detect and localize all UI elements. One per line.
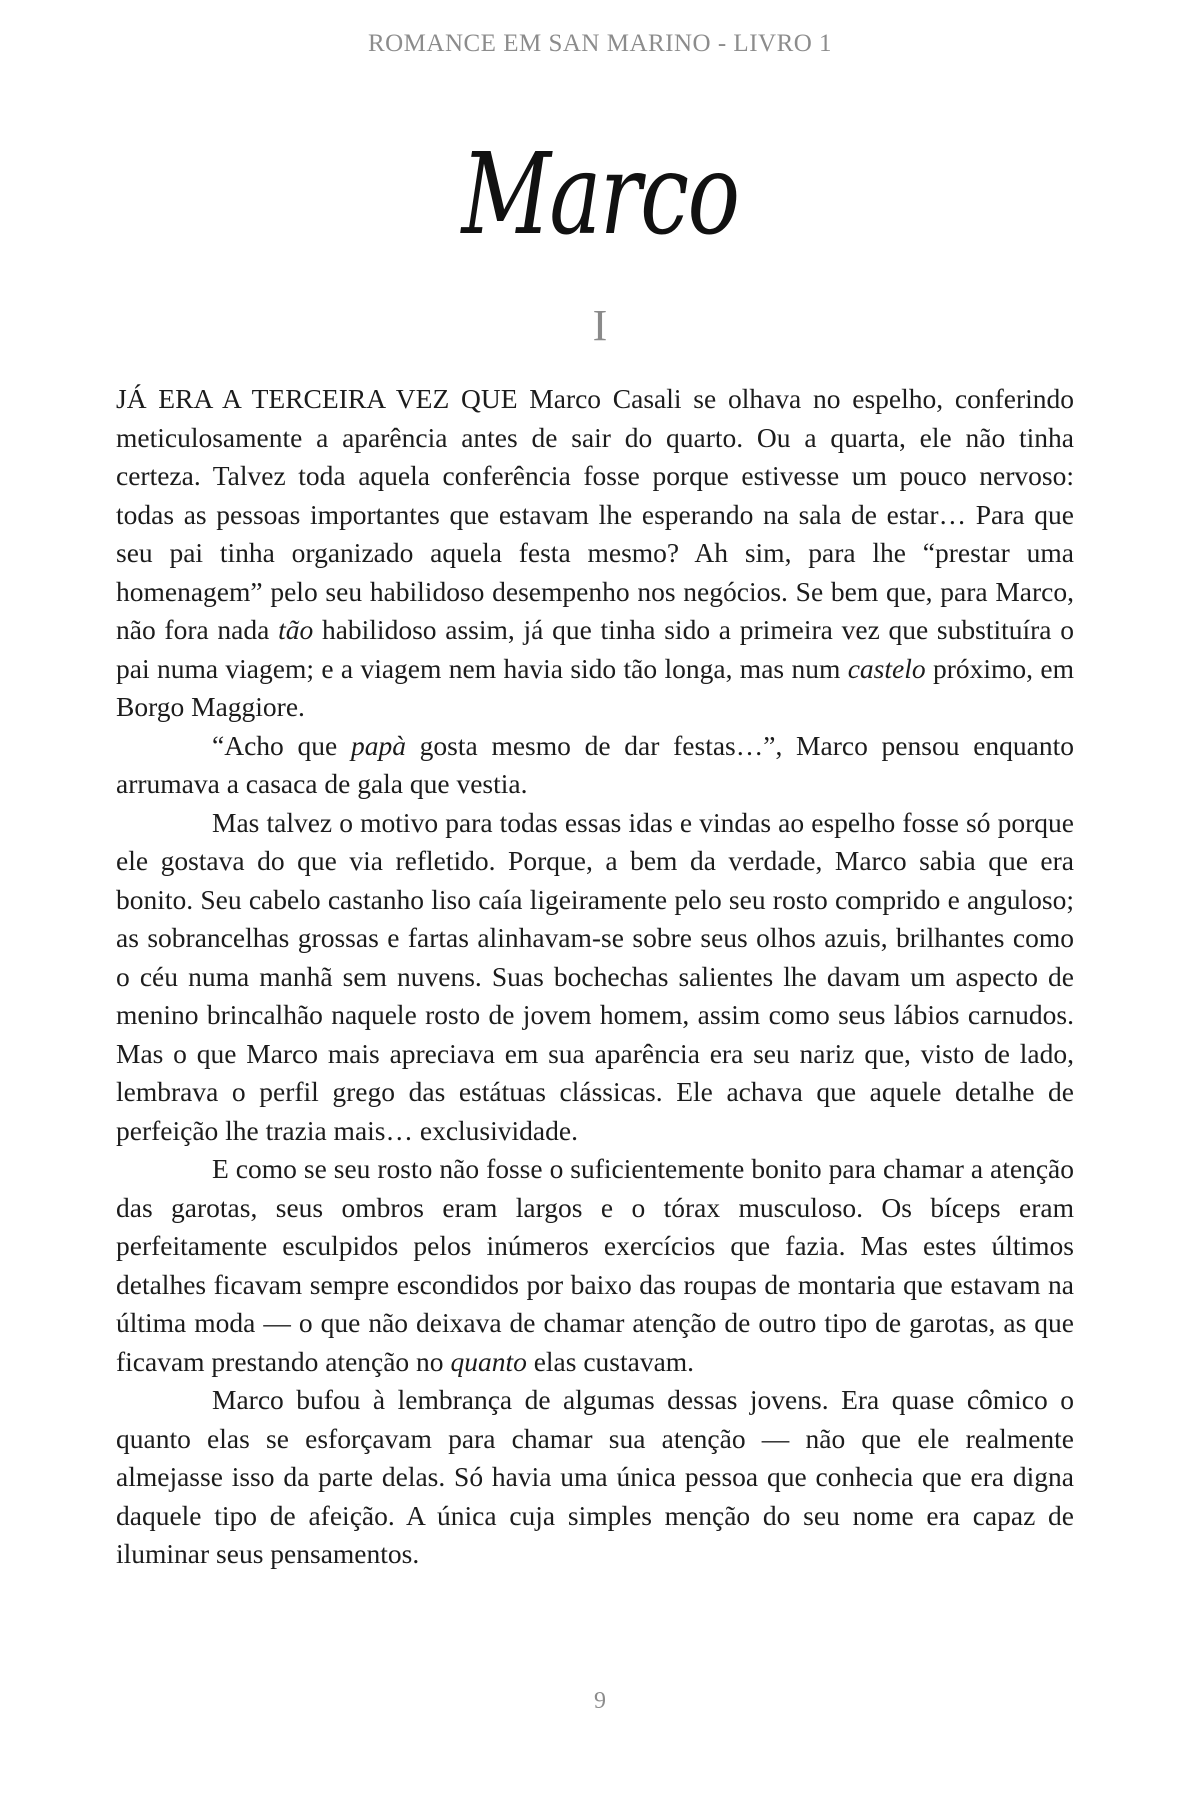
running-header: ROMANCE EM SAN MARINO - LIVRO 1 — [367, 30, 833, 57]
paragraph-2 — [116, 727, 1074, 804]
paragraph-lead: JÁ ERA A TERCEIRA VEZ QUE — [116, 383, 518, 414]
emphasis: castelo — [847, 652, 926, 684]
paragraph-3 — [116, 804, 1074, 1151]
paragraph-text: Marco Casali se olhava no espelho, conferindo meticulosamente a aparência antes de sair do quarto. Ou a quarta, ele não tinha certeza. Talvez toda aquela conferência fosse porque estivesse um pouco nervoso: todas as pessoas importantes que estavam lhe esperando na sala de estar… Para que seu pai tinha organizado aquela festa mesmo? Ah sim, para lhe “prestar uma homenagem” pelo seu habilidoso desempenho nos negócios. Se bem que, para Marco, não fora nada — [116, 383, 1074, 645]
paragraph-text: “Acho que — [212, 729, 351, 761]
chapter-title: Marco — [461, 130, 739, 260]
emphasis: quanto — [450, 1345, 527, 1377]
emphasis: tão — [278, 614, 314, 645]
page-number: 9 — [594, 1688, 606, 1714]
paragraph-text: habilidoso assim, já que tinha sido a primeira vez que substituíra o pai numa viagem; e a viagem nem havia sido tão longa, mas num — [116, 614, 1074, 684]
paragraph-text: E como se seu rosto não fosse o suficientemente bonito para chamar a atenção das garotas, seus ombros eram largos e o tórax musculoso. Os bíceps eram perfeitamente esculpidos pelos inúmeros exercícios que fazia. Mas estes últimos detalhes ficavam sempre escondidos por baixo das roupas de montaria que estavam na última moda — o que não deixava de chamar atenção de outro tipo de garotas, as que ficavam prestando atenção no — [116, 1153, 1074, 1377]
paragraph-4 — [116, 1150, 1074, 1381]
chapter-number: I — [592, 301, 608, 350]
paragraph-text: Marco bufou à lembrança de algumas dessas jovens. Era quase cômico o quanto elas se esforçavam para chamar sua atenção — não que ele realmente almejasse isso da parte delas. Só havia uma única pessoa que conhecia que era digna daquele tipo de afeição. A única cuja simples menção do seu nome era capaz de iluminar seus pensamentos. — [116, 1384, 1074, 1569]
paragraph-text: próximo, em Borgo Maggiore. — [116, 652, 1074, 722]
paragraph-5 — [116, 1381, 1074, 1574]
paragraph-text: elas custavam. — [526, 1345, 695, 1377]
paragraph-text: Mas talvez o motivo para todas essas idas e vindas ao espelho fosse só porque ele gostava do que via refletido. Porque, a bem da verdade, Marco sabia que era bonito. Seu cabelo castanho liso caía ligeiramente pelo seu rosto comprido e anguloso; as sobrancelhas grossas e fartas alinhavam-se sobre seus olhos azuis, brilhantes como o céu numa manhã sem nuvens. Suas bochechas salientes lhe davam um aspecto de menino brincalhão naquele rosto de jovem homem, assim como seus lábios carnudos. Mas o que Marco mais apreciava em sua aparência era seu nariz que, visto de lado, lembrava o perfil grego das estátuas clássicas. Ele achava que aquele detalhe de perfeição lhe trazia mais… exclusividade. — [116, 806, 1074, 1146]
emphasis: papà — [350, 729, 406, 761]
body-text — [116, 380, 1074, 1574]
paragraph-text: gosta mesmo de dar festas…”, Marco pensou enquanto arrumava a casaca de gala que vestia. — [116, 729, 1074, 799]
paragraph-1 — [116, 380, 1074, 727]
